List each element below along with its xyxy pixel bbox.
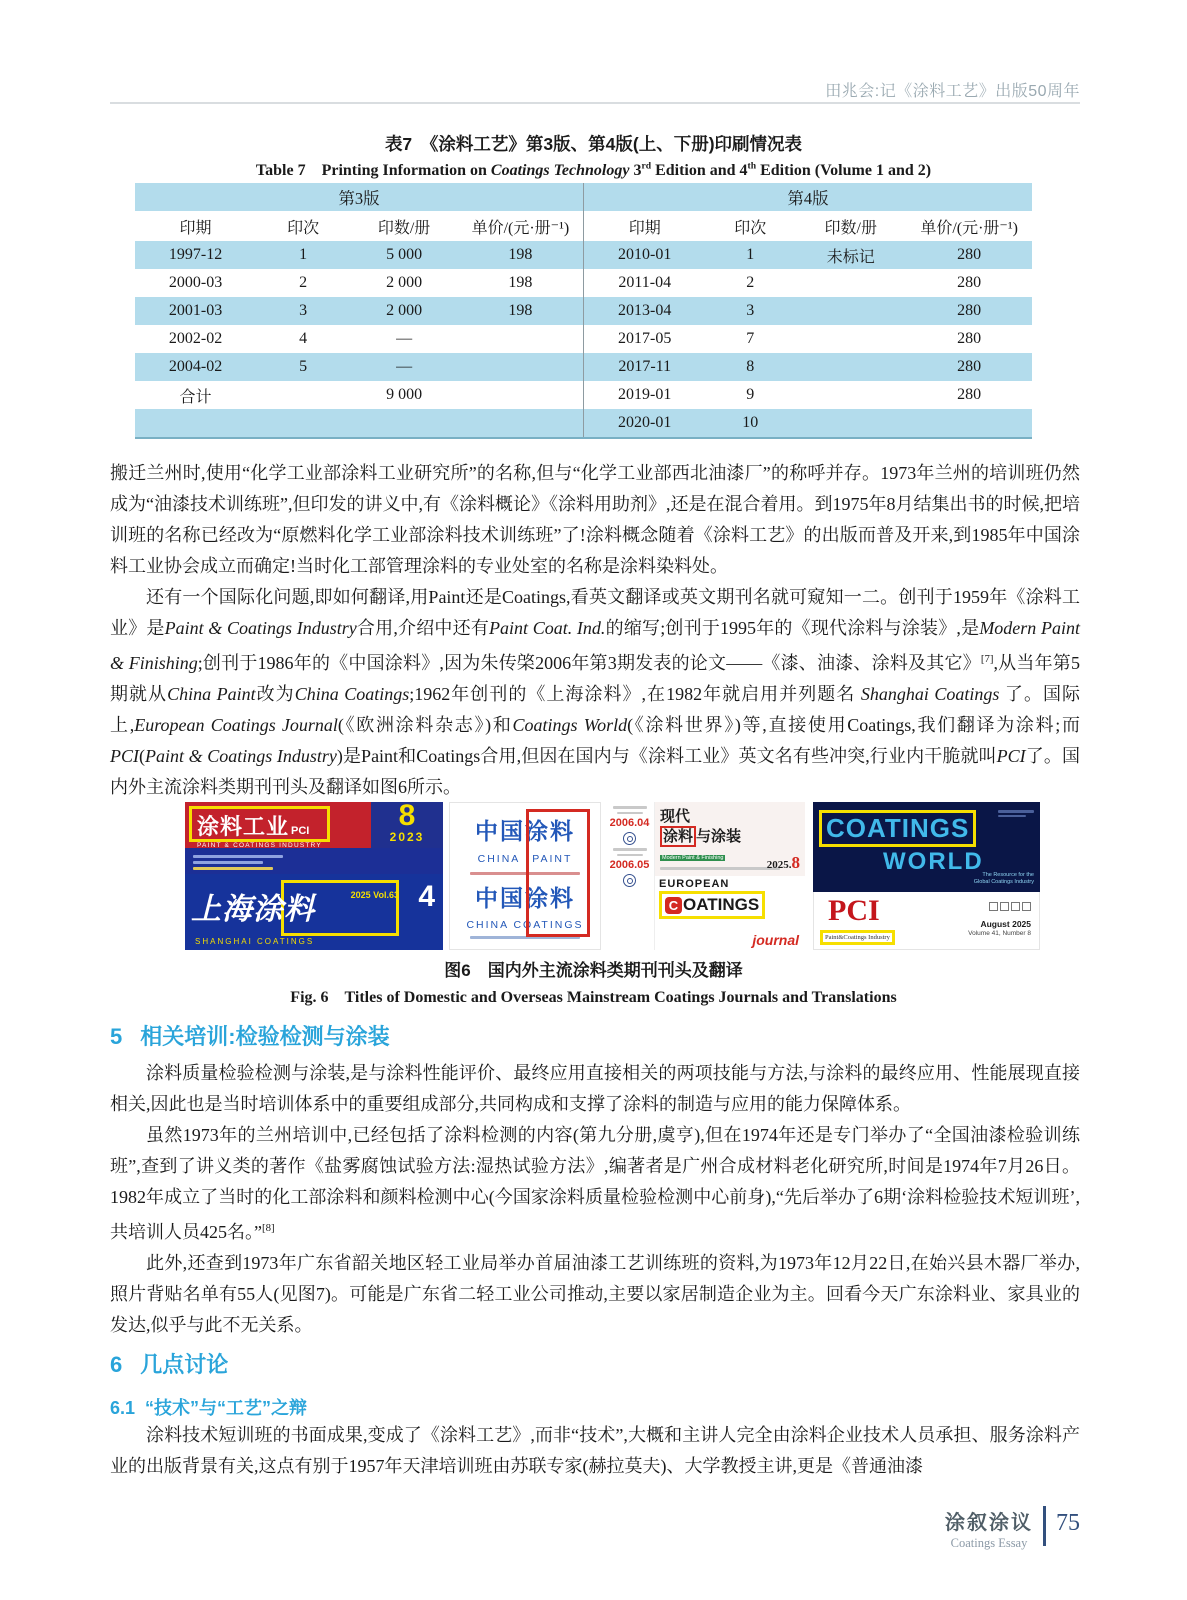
cell: [256, 409, 350, 438]
masthead-coatings-world: COATINGS WORLD The Resource for the Global Coatings Industry: [813, 802, 1040, 892]
cell: 2000-03: [135, 269, 256, 297]
table7: [135, 183, 1032, 439]
table7-caption-en: Table 7 Printing Information on Coatings Technology 3rd Edition and 4th Edition (Volume 1 and 2): [255, 160, 932, 179]
column-header: 印期: [135, 211, 256, 241]
table-row: [135, 297, 1032, 325]
edition-band: 第4版: [583, 183, 1032, 211]
cell: 2017-05: [583, 325, 705, 353]
column-header: 单价/(元·册⁻¹): [906, 211, 1032, 241]
page-number: 75: [1056, 1510, 1080, 1536]
page-footer: [945, 1506, 1080, 1551]
journal-logo-icon: [623, 874, 636, 887]
highlight-box: 涂料工业 PCI PAINT & COATINGS INDUSTRY: [189, 806, 330, 842]
footer-column-en: Coatings Essay: [950, 1536, 1028, 1550]
cell: 3: [705, 297, 795, 325]
cell: 1: [256, 241, 350, 269]
date-strip: 2006.04 2006.05: [605, 802, 655, 950]
cell: 280: [906, 241, 1032, 269]
column-header: 印数/册: [350, 211, 458, 241]
cell: 8: [705, 353, 795, 381]
cell: [458, 409, 584, 438]
cell: 9 000: [350, 381, 458, 409]
cover-china-coatings: 中国涂料 CHINA PAINT 中国涂料 CHINA COATINGS: [449, 802, 601, 950]
highlight-box-red: 涂料: [660, 826, 696, 847]
cell: —: [350, 353, 458, 381]
paragraph: 涂料技术短训班的书面成果,变成了《涂料工艺》,而非“技术”,大概和主讲人完全由涂料企业技术人员承担、服务涂料产业的出版背景有关,这点有别于1957年天津培训班由苏联专家(赫拉莫夫)、大学教授主讲,更是《普通油漆: [110, 1425, 1080, 1476]
cover-modern-and-european: [605, 802, 805, 950]
column-header: 印次: [705, 211, 795, 241]
masthead-pci: PCI Paint&Coatings Industry August 2025 Volume 41, Number 8: [813, 892, 1040, 950]
cell: [458, 353, 584, 381]
cell: [795, 269, 906, 297]
cell: 2002-02: [135, 325, 256, 353]
cell: 10: [705, 409, 795, 438]
cell: [795, 353, 906, 381]
cell: 2001-03: [135, 297, 256, 325]
cell: 280: [906, 381, 1032, 409]
cell: [458, 381, 584, 409]
cell: —: [350, 325, 458, 353]
column-header: 印数/册: [795, 211, 906, 241]
figure6-caption-en: Fig. 6 Titles of Domestic and Overseas Mainstream Coatings Journals and Translations: [290, 989, 897, 1006]
cell: [795, 325, 906, 353]
table-row: [135, 353, 1032, 381]
cell: 280: [906, 297, 1032, 325]
cell: 280: [906, 353, 1032, 381]
cover-text-bars: [185, 848, 443, 874]
cell: 2: [705, 269, 795, 297]
journal-logo-icon: [623, 832, 636, 845]
paragraph: 还有一个国际化问题,即如何翻译,用Paint还是Coatings,看英文翻译或英文期刊名就可窥知一二。创刊于1959年《涂料工业》是Paint & Coatings Industry合用,介绍中还有Paint Coat. Ind.的缩写;创刊于1995年的《现代涂料与涂装》,是Modern Paint & Finishing;创刊于1986年的《中国涂料》,因为朱传棨2006年第3期发表的论文——《漆、油漆、涂料及其它》[7],从当年第5期就从China Paint改为China Coatings;1962年创刊的《上海涂料》,在1982年就启用并列题名 Shanghai Coatings 了。国际上,European Coatings Journal(《欧洲涂料杂志》)和Coatings World(《涂料世界》)等,直接使用Coatings,我们翻译为涂料;而PCI(Paint & Coatings Industry)是Paint和Coatings合用,但因在国内与《涂料工业》英文名有些冲突,行业内干脆就叫PCI了。国内外主流涂料类期刊刊头及翻译如图6所示。: [110, 587, 1080, 797]
cell: [135, 409, 256, 438]
cell: 2011-04: [583, 269, 705, 297]
section-5-heading: 5 相关培训:检验检测与涂装: [110, 1024, 390, 1049]
tiny-text-bars: [998, 810, 1034, 817]
body-paragraphs-6: [110, 1420, 1080, 1482]
cell: [795, 409, 906, 438]
cell: 2: [256, 269, 350, 297]
masthead-shanghai-coatings: 上海涂料 2025 Vol.63 4 SHANGHAI COATINGS: [185, 874, 443, 950]
cell: 2004-02: [135, 353, 256, 381]
table-row: [135, 269, 1032, 297]
edition-band: 第3版: [135, 183, 583, 211]
cell: 198: [458, 269, 584, 297]
cell: 4: [256, 325, 350, 353]
issue-number-block: 8 2023: [371, 802, 443, 848]
table-row: [135, 241, 1032, 269]
masthead-modern-paint-finishing: 现代 涂料 与涂装 Modern Paint & Finishing 2025.8: [655, 802, 805, 876]
paragraph: 搬迁兰州时,使用“化学工业部涂料工业研究所”的名称,但与“化学工业部西北油漆厂”的称呼并存。1973年兰州的培训班仍然成为“油漆技术训练班”,但印发的讲义中,有《涂料概论》《涂料用助剂》,还是在混合着用。到1975年8月结集出书的时候,把培训班的名称已经改为“原燃料化学工业部涂料技术训练班”了!涂料概念随着《涂料工艺》的出版而普及开来,到1985年中国涂料工业协会成立而确定!当时化工部管理涂料的专业处室的名称是涂料染料处。: [110, 463, 1080, 576]
cell: 2 000: [350, 297, 458, 325]
cell: 198: [458, 297, 584, 325]
running-head: 田兆会:记《涂料工艺》出版50周年: [825, 83, 1080, 100]
cell: [256, 381, 350, 409]
cell: [906, 409, 1032, 438]
table7-caption-zh: 表7 《涂料工艺》第3版、第4版(上、下册)印刷情况表: [384, 134, 803, 154]
cell: 198: [458, 241, 584, 269]
icon-squares: [968, 898, 1031, 916]
cell: 9: [705, 381, 795, 409]
coatings-c-logo: C: [665, 897, 682, 914]
cell: 3: [256, 297, 350, 325]
paragraph: 虽然1973年的兰州培训中,已经包括了涂料检测的内容(第九分册,虞亨),但在1974年还是专门举办了“全国油漆检验训练班”,查到了讲义类的著作《盐雾腐蚀试验方法:湿热试验方法》,编著者是广州合成材料老化研究所,时间是1974年7月26日。1982年成立了当时的化工部涂料和颜料检测中心(今国家涂料质量检验检测中心前身),“先后举办了6期‘涂料检验技术短训班’,共培训人员425名。”[8]: [110, 1125, 1080, 1242]
paragraph: 此外,还查到1973年广东省韶关地区轻工业局举办首届油漆工艺训练班的资料,为1973年12月22日,在始兴县木器厂举办,照片背贴名单有55人(见图7)。可能是广东省二轻工业公司推动,主要以家居制造企业为主。回看今天广东涂料业、家具业的发达,似乎与此不无关系。: [110, 1253, 1080, 1335]
table-row: [135, 409, 1032, 438]
header-rule: [110, 102, 1080, 104]
cell: 2013-04: [583, 297, 705, 325]
cell: 2020-01: [583, 409, 705, 438]
figure6: [185, 802, 1040, 950]
footer-column-zh: 涂叙涂议: [945, 1512, 1033, 1534]
cell: 280: [906, 269, 1032, 297]
cell: 2 000: [350, 269, 458, 297]
cell: [795, 381, 906, 409]
cell: 2017-11: [583, 353, 705, 381]
figure6-caption-zh: 图6 国内外主流涂料类期刊刊头及翻译: [444, 961, 743, 980]
masthead-european-coatings: EUROPEAN C OATINGS journal: [655, 876, 805, 950]
paragraph: 涂料质量检验检测与涂装,是与涂料性能评价、最终应用直接相关的两项技能与方法,与涂料的最终应用、性能展现直接相关,因此也是当时培训体系中的重要组成部分,共同构成和支撑了涂料的制造与应用的能力保障体系。: [110, 1063, 1080, 1114]
masthead-tuliao-gongye: [185, 802, 443, 848]
section-6-1-heading: 6.1 “技术”与“工艺”之辩: [110, 1398, 308, 1418]
section-6-heading: 6 几点讨论: [110, 1352, 229, 1377]
cell: 未标记: [795, 241, 906, 269]
cell: [350, 409, 458, 438]
body-paragraphs-1: [110, 458, 1080, 803]
cell: 1: [705, 241, 795, 269]
body-paragraphs-5: [110, 1058, 1080, 1341]
cell: 1997-12: [135, 241, 256, 269]
column-header: 单价/(元·册⁻¹): [458, 211, 584, 241]
column-header: 印期: [583, 211, 705, 241]
cover-coatings-world-pci: [813, 802, 1040, 950]
column-header: 印次: [256, 211, 350, 241]
cell: [458, 325, 584, 353]
footer-divider: [1043, 1506, 1046, 1546]
cell: 5: [256, 353, 350, 381]
cell: 2019-01: [583, 381, 705, 409]
highlight-box-red: [526, 809, 590, 937]
cell: 280: [906, 325, 1032, 353]
cell: 合计: [135, 381, 256, 409]
table-row: [135, 381, 1032, 409]
table-row: [135, 325, 1032, 353]
cell: [795, 297, 906, 325]
cover-paint-coatings-industry: [185, 802, 443, 950]
cell: 7: [705, 325, 795, 353]
cell: 2010-01: [583, 241, 705, 269]
cell: 5 000: [350, 241, 458, 269]
